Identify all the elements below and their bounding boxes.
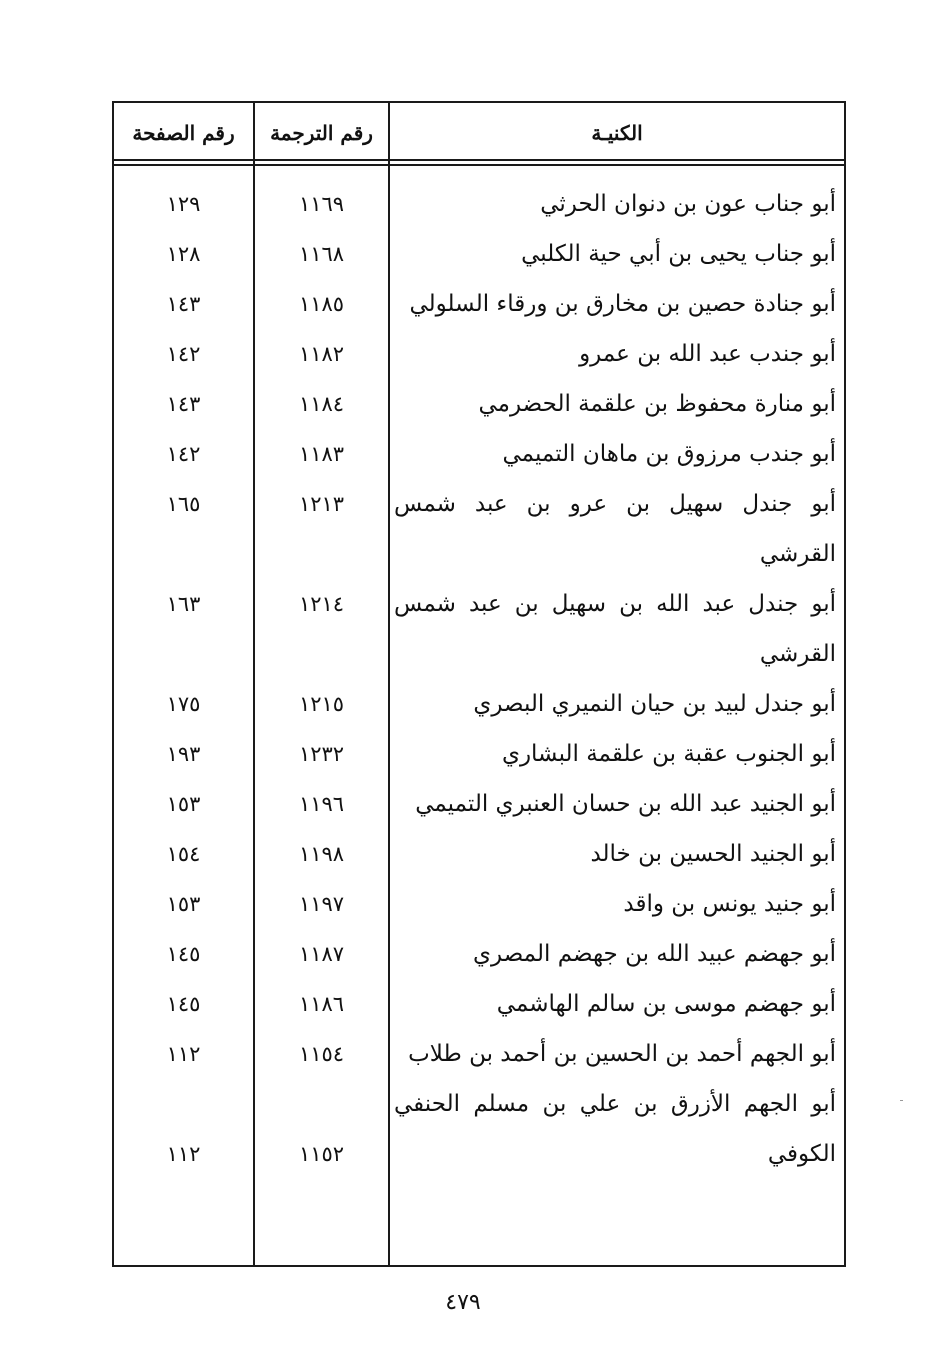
page-number-cell: ١٤٢ — [166, 442, 201, 466]
translation-number-cell: ١٢١٥ — [298, 692, 345, 716]
header-rule — [114, 164, 844, 166]
table-row — [114, 229, 844, 279]
table-row — [114, 479, 844, 579]
page-number-cell: ١٦٥ — [166, 492, 201, 516]
table-row — [114, 829, 844, 879]
page-number: ٤٧٩ — [445, 1290, 481, 1315]
table-header — [114, 103, 844, 161]
kunya-cell: أبو جناب يحيى بن أبي حية الكلبي — [521, 241, 836, 267]
translation-number-cell: ١١٩٨ — [298, 842, 345, 866]
translation-number-cell: ١٢١٤ — [298, 592, 345, 616]
page-number-cell: ١٤٥ — [166, 942, 201, 966]
header-translation-number: رقم الترجمة — [270, 121, 373, 145]
page-number-cell: ١٦٣ — [166, 592, 201, 616]
table-row — [114, 379, 844, 429]
table-row — [114, 279, 844, 329]
page-number-cell: ١١٢ — [166, 1042, 201, 1066]
kunya-cell: أبو جندل لبيد بن حيان النميري البصري — [473, 691, 836, 717]
translation-number-cell: ١١٥٤ — [298, 1042, 345, 1066]
page-number-cell: ١٢٨ — [166, 242, 201, 266]
kunya-cell: أبو جندب مرزوق بن ماهان التميمي — [502, 441, 836, 467]
kunya-cell: أبو جهضم عبيد الله بن جهضم المصري — [473, 941, 836, 967]
page-number-cell: ١٤٣ — [166, 292, 201, 316]
table-row — [114, 879, 844, 929]
translation-number-cell: ١١٩٦ — [298, 792, 345, 816]
kunya-cell: أبو الجنيد عبد الله بن حسان العنبري التميمي — [415, 791, 836, 817]
index-table — [112, 101, 846, 1267]
translation-number-cell: ١١٩٧ — [298, 892, 345, 916]
table-row — [114, 1079, 844, 1179]
page-number-cell: ١٤٢ — [166, 342, 201, 366]
page-number-cell: ١٩٣ — [166, 742, 201, 766]
kunya-cell: أبو الجهم أحمد بن الحسين بن أحمد بن طلاب — [408, 1041, 836, 1067]
page-number-cell: ١٥٤ — [166, 842, 201, 866]
table-row — [114, 729, 844, 779]
table-body — [114, 179, 844, 1179]
page-number-cell: ١٢٩ — [166, 192, 201, 216]
kunya-cell: أبو الجنيد الحسين بن خالد — [590, 841, 836, 867]
page-number-cell: ١٤٥ — [166, 992, 201, 1016]
kunya-cell: أبو جندل عبد الله بن سهيل بن عبد شمس القرشي — [394, 591, 836, 667]
table-row — [114, 179, 844, 229]
table-row — [114, 1029, 844, 1079]
page-number-cell: ١٧٥ — [166, 692, 201, 716]
translation-number-cell: ١١٥٢ — [298, 1142, 345, 1166]
table-row — [114, 979, 844, 1029]
translation-number-cell: ١١٨٢ — [298, 342, 345, 366]
header-kunya: الكنيـة — [591, 121, 643, 145]
translation-number-cell: ١٢١٣ — [298, 492, 345, 516]
translation-number-cell: ١١٨٣ — [298, 442, 345, 466]
translation-number-cell: ١١٨٦ — [298, 992, 345, 1016]
kunya-cell: أبو الجهم الأزرق بن علي بن مسلم الحنفي الكوفي — [394, 1091, 836, 1167]
page-number-cell: ١١٢ — [166, 1142, 201, 1166]
table-row — [114, 579, 844, 679]
translation-number-cell: ١١٦٩ — [298, 192, 345, 216]
kunya-cell: أبو جهضم موسى بن سالم الهاشمي — [496, 991, 836, 1017]
kunya-cell: أبو جندب عبد الله بن عمرو — [579, 341, 836, 367]
kunya-cell: أبو جنادة حصين بن مخارق بن ورقاء السلولي — [409, 291, 836, 317]
table-row — [114, 329, 844, 379]
page-number-cell: ١٥٣ — [166, 792, 201, 816]
translation-number-cell: ١١٦٨ — [298, 242, 345, 266]
page-number-cell: ١٤٣ — [166, 392, 201, 416]
header-page-number: رقم الصفحة — [132, 121, 235, 145]
margin-mark — [900, 1100, 903, 1101]
kunya-cell: أبو منارة محفوظ بن علقمة الحضرمي — [478, 391, 836, 417]
translation-number-cell: ١١٨٧ — [298, 942, 345, 966]
table-row — [114, 679, 844, 729]
page-number-cell: ١٥٣ — [166, 892, 201, 916]
translation-number-cell: ١١٨٥ — [298, 292, 345, 316]
kunya-cell: أبو جندل سهيل بن عرو بن عبد شمس القرشي — [394, 491, 836, 567]
table-row — [114, 929, 844, 979]
kunya-cell: أبو جنيد يونس بن واقد — [623, 891, 836, 917]
table-row — [114, 779, 844, 829]
table-row — [114, 429, 844, 479]
kunya-cell: أبو جناب عون بن دنوان الحرثي — [540, 191, 836, 217]
translation-number-cell: ١٢٣٢ — [298, 742, 345, 766]
translation-number-cell: ١١٨٤ — [298, 392, 345, 416]
kunya-cell: أبو الجنوب عقبة بن علقمة البشاري — [501, 741, 836, 767]
header-rule — [114, 159, 844, 161]
